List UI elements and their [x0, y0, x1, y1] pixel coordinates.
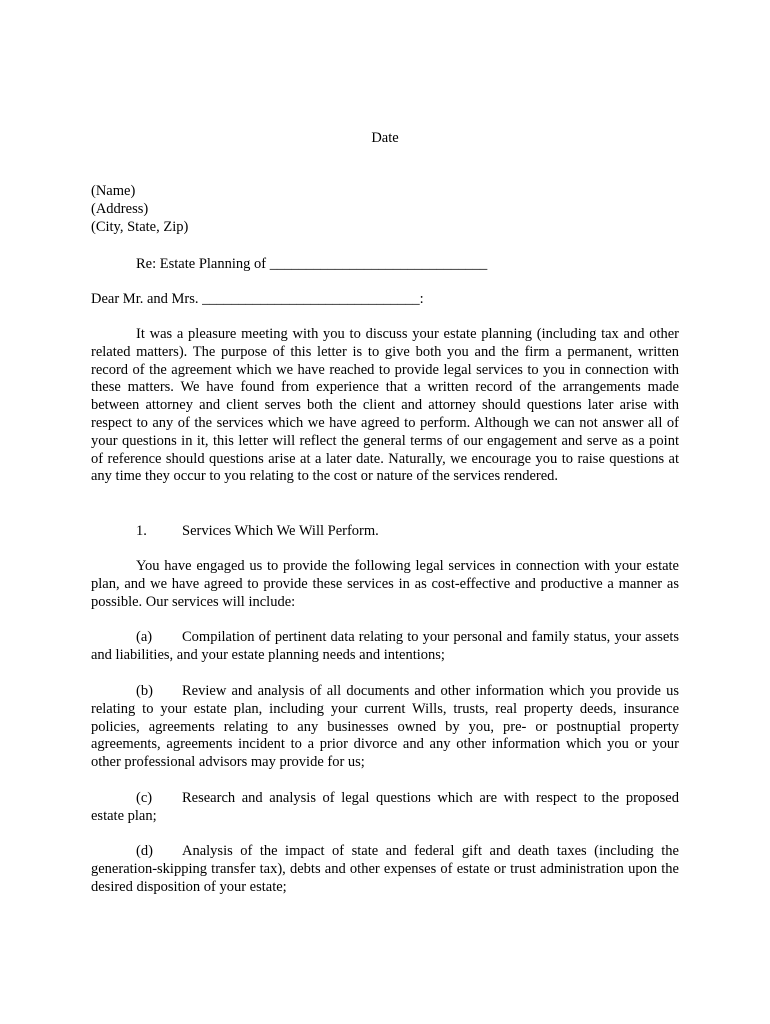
recipient-address: (Address) [91, 200, 149, 217]
services-intro-paragraph: You have engaged us to provide the following legal services in connection with your estate plan, and we have agreed to provide these services in as cost-effective and productive a manner as possible. Our services will include: [91, 558, 679, 610]
service-item-text: Compilation of pertinent data relating to your personal and family status, your assets and liabilities, and your estate planning needs and intentions; [91, 629, 679, 663]
service-item-label: (c) [136, 790, 153, 806]
service-item-label: (d) [136, 843, 153, 859]
service-item-a [91, 629, 679, 665]
section-title: Services Which We Will Perform. [182, 523, 379, 539]
service-item-c [91, 790, 679, 826]
recipient-city-state-zip: (City, State, Zip) [91, 218, 189, 235]
service-item-label: (a) [136, 629, 153, 645]
intro-paragraph: It was a pleasure meeting with you to discuss your estate planning (including tax and other related matters). The purpose of this letter is to give both you and the firm a permanent, written record of the agreement which we have reached to provide legal services to you in connection with these matters. We have found from experience that a written record of the arrangements made between attorney and client serves both the client and attorney should questions later arise with respect to any of the services which we have agreed to perform. Although we can not answer all of your questions in it, this letter will reflect the general terms of our engagement and serve as a point of reference should questions arise at a later date. Naturally, we encourage you to raise questions at any time they occur to you relating to the cost or nature of the services rendered. [91, 326, 679, 485]
recipient-address-block [91, 183, 188, 236]
service-item-label: (b) [136, 683, 153, 699]
service-item-d [91, 843, 679, 896]
service-item-b [91, 683, 679, 772]
date-line: Date [371, 130, 399, 146]
salutation: Dear Mr. and Mrs. ______________________________: [91, 291, 424, 307]
section-number: 1. [136, 523, 147, 539]
section-heading [136, 523, 379, 541]
recipient-name: (Name) [91, 183, 136, 199]
service-item-text: Research and analysis of legal questions which are with respect to the proposed estate plan; [91, 790, 679, 824]
re-line: Re: Estate Planning of ______________________________ [136, 256, 488, 272]
service-item-text: Review and analysis of all documents and other information which you provide us relating to your estate plan, including your current Wills, trusts, real property deeds, insurance policies, agreements relating to any businesses owned by you, pre- or postnuptial property agreements, agreements incident to a prior divorce and any other information which you or your other professional advisors may provide for us; [91, 683, 679, 771]
service-item-text: Analysis of the impact of state and federal gift and death taxes (including the generation-skipping transfer tax), debts and other expenses of estate or trust administration upon the desired disposition of your estate; [91, 843, 679, 895]
